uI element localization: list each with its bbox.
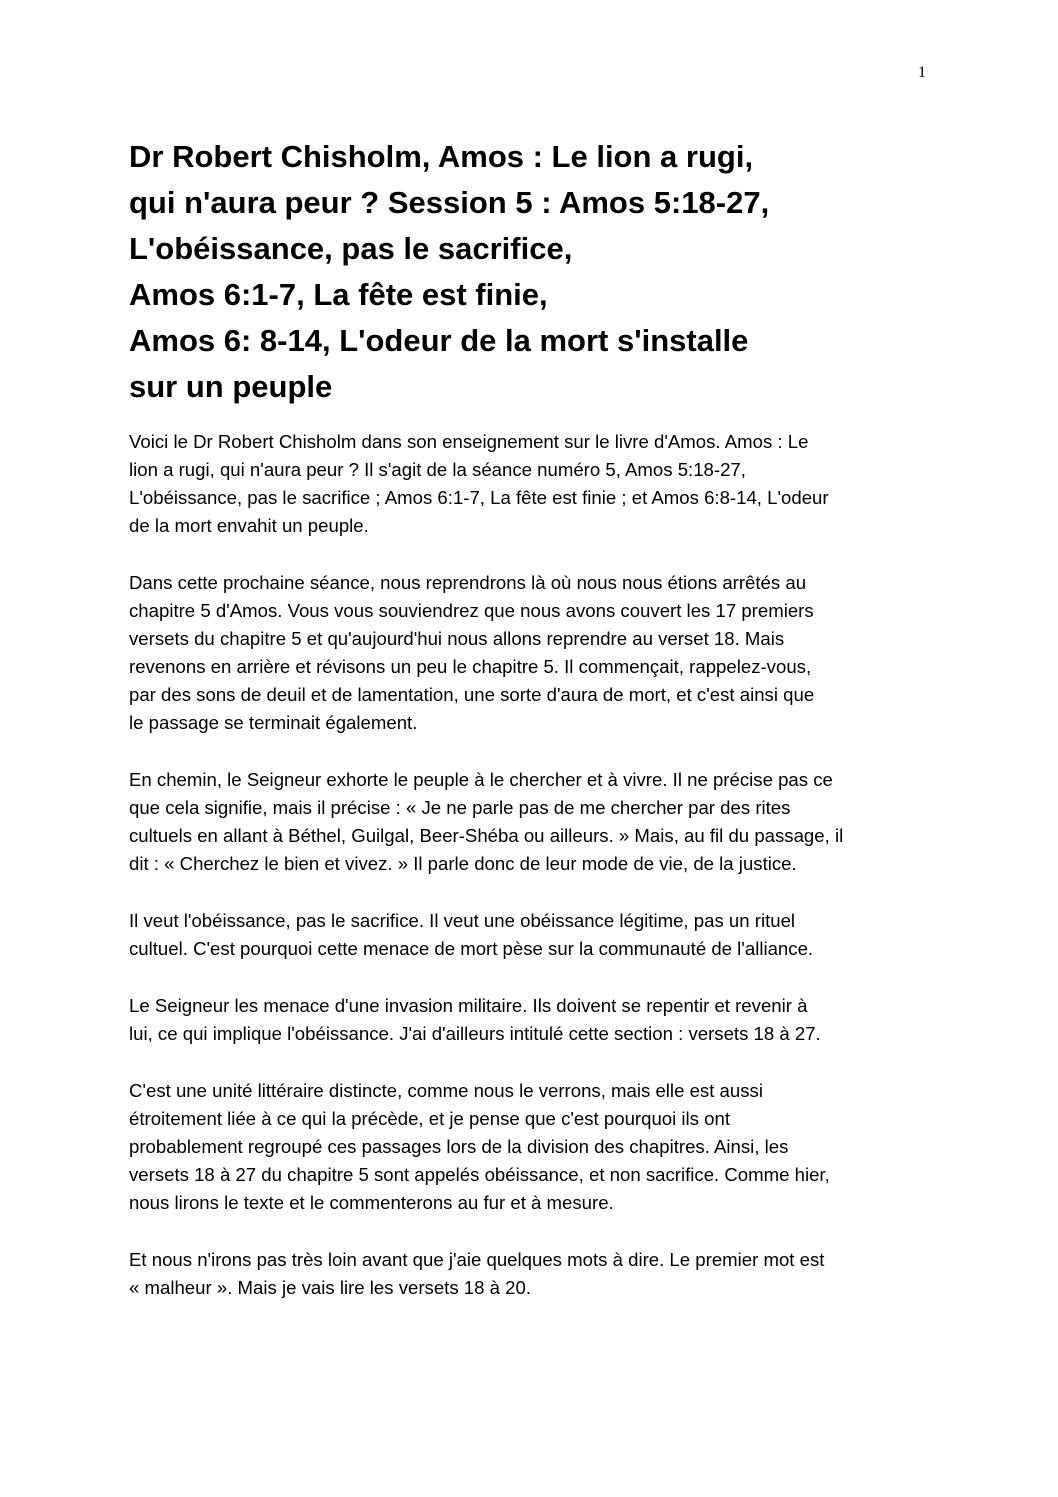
title-line: L'obéissance, pas le sacrifice, xyxy=(129,231,573,266)
text-line: cultuels en allant à Béthel, Guilgal, Beer-Shéba ou ailleurs. » Mais, au fil du passage, il xyxy=(129,825,844,846)
page-number: 1 xyxy=(918,64,926,81)
text-line: versets du chapitre 5 et qu'aujourd'hui nous allons reprendre au verset 18. Mais xyxy=(129,628,785,649)
text-line: En chemin, le Seigneur exhorte le peuple à le chercher et à vivre. Il ne précise pas ce xyxy=(129,769,833,790)
text-line: Le Seigneur les menace d'une invasion militaire. Ils doivent se repentir et revenir à xyxy=(129,995,808,1016)
text-line: Dans cette prochaine séance, nous reprendrons là où nous nous étions arrêtés au xyxy=(129,572,807,593)
paragraph xyxy=(129,992,939,1048)
title-line: Amos 6:1-7, La fête est finie, xyxy=(129,277,548,312)
document-title xyxy=(129,134,949,410)
paragraph xyxy=(129,569,939,737)
text-line: par des sons de deuil et de lamentation, une sorte d'aura de mort, et c'est ainsi que xyxy=(129,684,815,705)
title-line: sur un peuple xyxy=(129,369,333,404)
text-line: C'est une unité littéraire distincte, comme nous le verrons, mais elle est aussi xyxy=(129,1080,763,1101)
text-line: nous lirons le texte et le commenterons au fur et à mesure. xyxy=(129,1192,614,1213)
paragraph xyxy=(129,766,939,878)
title-line: qui n'aura peur ? Session 5 : Amos 5:18-27, xyxy=(129,185,770,220)
text-line: lion a rugi, qui n'aura peur ? Il s'agit de la séance numéro 5, Amos 5:18-27, xyxy=(129,459,746,480)
text-line: « malheur ». Mais je vais lire les versets 18 à 20. xyxy=(129,1277,532,1298)
text-line: chapitre 5 d'Amos. Vous vous souviendrez que nous avons couvert les 17 premiers xyxy=(129,600,814,621)
text-line: étroitement liée à ce qui la précède, et je pense que c'est pourquoi ils ont xyxy=(129,1108,730,1129)
text-line: dit : « Cherchez le bien et vivez. » Il parle donc de leur mode de vie, de la justice. xyxy=(129,853,797,874)
text-line: L'obéissance, pas le sacrifice ; Amos 6:1-7, La fête est finie ; et Amos 6:8-14, L'odeur xyxy=(129,487,829,508)
text-line: que cela signifie, mais il précise : « Je ne parle pas de me chercher par des rites xyxy=(129,797,791,818)
paragraph-intro xyxy=(129,428,939,540)
paragraph xyxy=(129,907,939,963)
text-line: Il veut l'obéissance, pas le sacrifice. Il veut une obéissance légitime, pas un rituel xyxy=(129,910,796,931)
text-line: cultuel. C'est pourquoi cette menace de mort pèse sur la communauté de l'alliance. xyxy=(129,938,814,959)
paragraph xyxy=(129,1077,939,1217)
text-line: revenons en arrière et révisons un peu le chapitre 5. Il commençait, rappelez-vous, xyxy=(129,656,812,677)
text-line: de la mort envahit un peuple. xyxy=(129,515,369,536)
text-line: probablement regroupé ces passages lors de la division des chapitres. Ainsi, les xyxy=(129,1136,789,1157)
text-line: Et nous n'irons pas très loin avant que j'aie quelques mots à dire. Le premier mot est xyxy=(129,1249,825,1270)
text-line: Voici le Dr Robert Chisholm dans son enseignement sur le livre d'Amos. Amos : Le xyxy=(129,431,809,452)
text-line: lui, ce qui implique l'obéissance. J'ai d'ailleurs intitulé cette section : versets 18 à 27. xyxy=(129,1023,821,1044)
text-line: le passage se terminait également. xyxy=(129,712,418,733)
text-line: versets 18 à 27 du chapitre 5 sont appelés obéissance, et non sacrifice. Comme hier, xyxy=(129,1164,830,1185)
title-line: Amos 6: 8-14, L'odeur de la mort s'installe xyxy=(129,323,749,358)
title-line: Dr Robert Chisholm, Amos : Le lion a rugi, xyxy=(129,139,754,174)
document-body xyxy=(129,428,939,1331)
paragraph xyxy=(129,1246,939,1302)
